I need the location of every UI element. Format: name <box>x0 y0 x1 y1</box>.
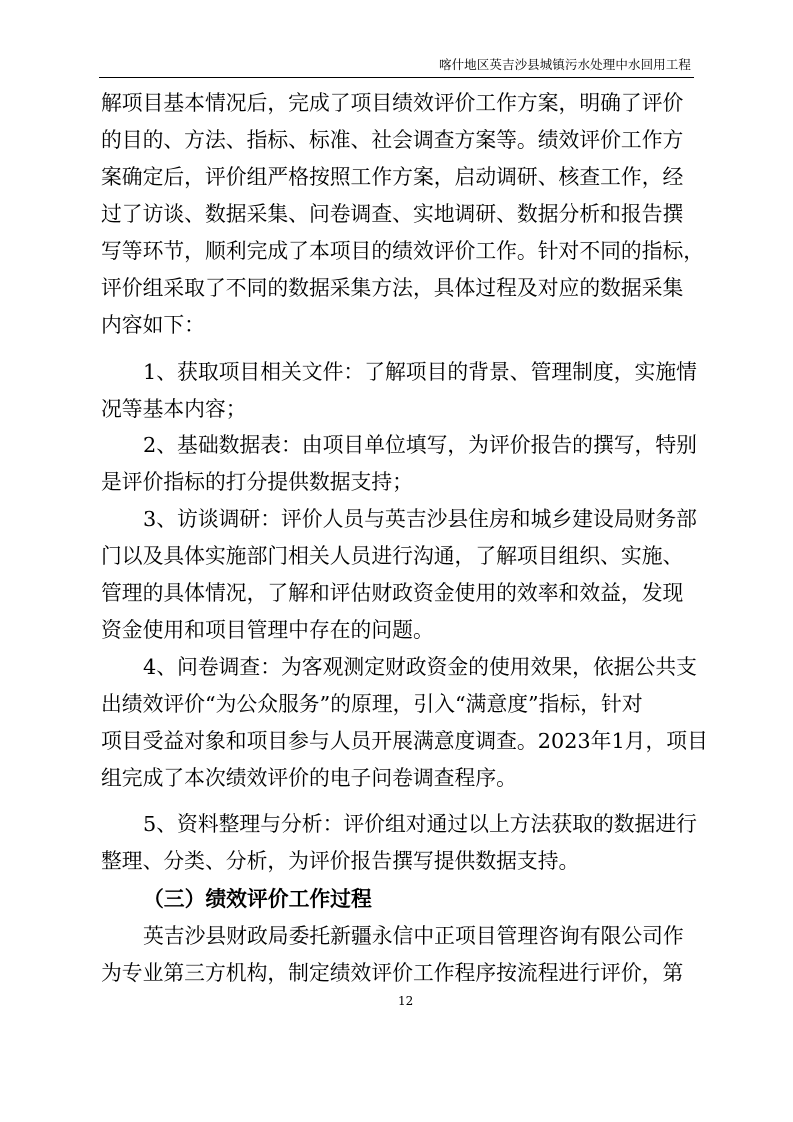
body-line: 案确定后，评价组严格按照工作方案，启动调研、核查工作，经 <box>101 165 684 189</box>
body-line: 门以及具体实施部门相关人员进行沟通，了解项目组织、实施、 <box>101 544 684 568</box>
header-rule <box>99 77 694 78</box>
list-item-line: 2、基础数据表：由项目单位填写，为评价报告的撰写，特别 <box>143 433 697 457</box>
body-line: 组完成了本次绩效评价的电子问卷调查程序。 <box>101 766 517 790</box>
section-heading: （三）绩效评价工作过程 <box>143 887 372 911</box>
body-line: 过了访谈、数据采集、问卷调查、实地调研、数据分析和报告撰 <box>101 202 684 226</box>
body-line: 为专业第三方机构，制定绩效评价工作程序按流程进行评价，第 <box>101 961 684 985</box>
body-line: 管理的具体情况，了解和评估财政资金使用的效率和效益，发现 <box>101 581 684 605</box>
page-number: 12 <box>398 994 414 1008</box>
body-line: 评价组采取了不同的数据采集方法，具体过程及对应的数据采集 <box>101 276 684 300</box>
body-line: 解项目基本情况后，完成了项目绩效评价工作方案，明确了评价 <box>101 91 684 115</box>
body-line: 写等环节，顺利完成了本项目的绩效评价工作。针对不同的指标， <box>101 239 705 263</box>
list-item-line: 4、问卷调查：为客观测定财政资金的使用效果，依据公共支 <box>143 655 697 679</box>
list-item-line: 1、获取项目相关文件：了解项目的背景、管理制度，实施情 <box>143 360 697 384</box>
header-title: 喀什地区英吉沙县城镇污水处理中水回用工程 <box>438 57 691 72</box>
list-item-line: 3、访谈调研：评价人员与英吉沙县住房和城乡建设局财务部 <box>143 507 697 531</box>
body-line: 英吉沙县财政局委托新疆永信中正项目管理咨询有限公司作 <box>143 924 684 948</box>
list-item-line: 5、资料整理与分析：评价组对通过以上方法获取的数据进行 <box>143 812 697 836</box>
body-line: 况等基本内容； <box>101 397 247 421</box>
body-line: 资金使用和项目管理中存在的问题。 <box>101 618 434 642</box>
body-line: 的目的、方法、指标、标准、社会调查方案等。绩效评价工作方 <box>101 128 684 152</box>
body-line: 内容如下： <box>101 313 205 337</box>
body-line: 整理、分类、分析，为评价报告撰写提供数据支持。 <box>101 849 580 873</box>
body-line: 是评价指标的打分提供数据支持； <box>101 470 413 494</box>
body-line: 项目受益对象和项目参与人员开展满意度调查。2023年1月，项目 <box>101 729 708 753</box>
body-line: 出绩效评价“为公众服务”的原理，引入“满意度”指标，针对 <box>101 692 643 716</box>
